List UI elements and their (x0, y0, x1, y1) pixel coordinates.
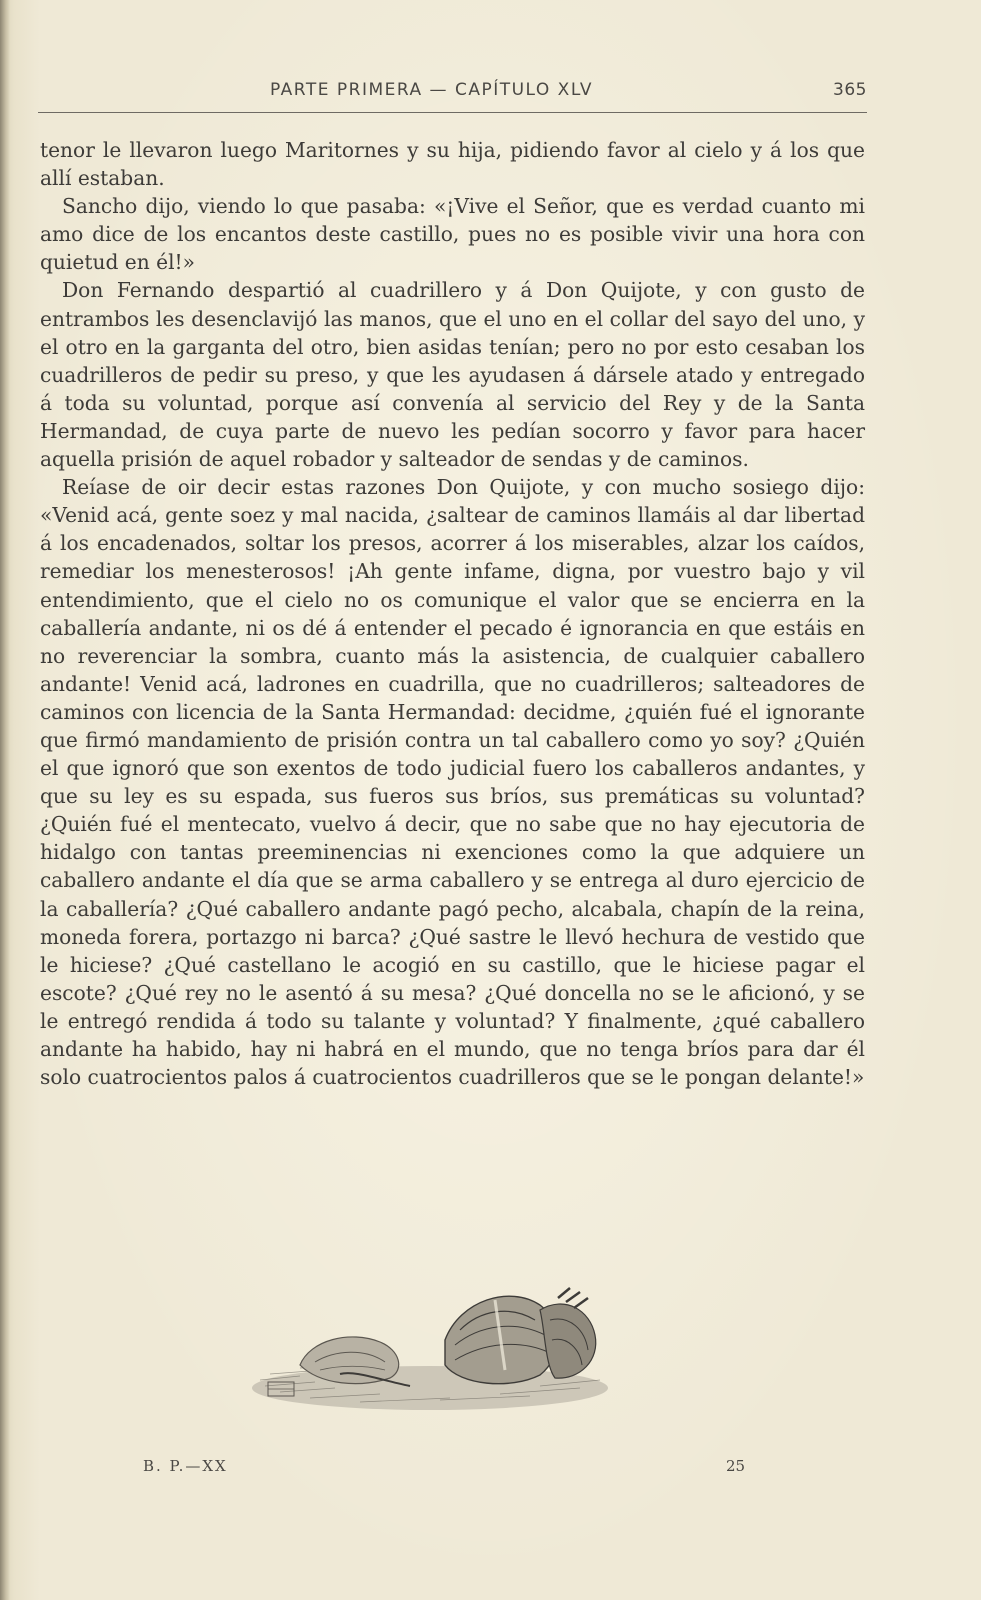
running-head (38, 80, 867, 106)
running-title: PARTE PRIMERA — CAPÍTULO XLV (270, 80, 594, 100)
paragraph-3: Don Fernando despartió al cuadrillero y á Don Quijote, y con gusto de entrambos les desenclavijó las manos, que el uno en el collar del sayo del uno, y el otro en la garganta del otro, bien asidas tenían; pero no por esto cesaban los cuadrilleros de pedir su preso, y que les ayudasen á dársele atado y entregado á toda su voluntad, porque así convenía al servicio del Rey y de la Santa Hermandad, de cuya parte de nuevo les pedían socorro y favor para hacer aquella prisión de aquel robador y salteador de sendas y de caminos. (40, 278, 865, 472)
gathering-number: 25 (726, 1457, 746, 1475)
header-rule (38, 112, 867, 113)
signature-mark: B. P.—XX (143, 1457, 228, 1475)
paragraph-2: Sancho dijo, viendo lo que pasaba: «¡Vive el Señor, que es verdad cuanto mi amo dice de los encantos deste castillo, pues no es posible vivir una hora con quietud en él!» (40, 194, 865, 275)
gutter-shadow (0, 0, 10, 1600)
page-number: 365 (833, 80, 867, 100)
paragraph-1: tenor le llevaron luego Maritornes y su hija, pidiendo favor al cielo y á los que allí estaban. (40, 138, 865, 191)
paragraph-4: Reíase de oir decir estas razones Don Quijote, y con mucho sosiego dijo: «Venid acá, gente soez y mal nacida, ¿saltear de caminos llamáis al dar libertad á los encadenados, soltar los presos, acorrer á los miserables, alzar los caídos, remediar los menesterosos! ¡Ah gente infame, digna, por vuestro bajo y vil entendimiento, que el cielo no os comunique el valor que se encierra en la caballería andante, ni os dé á entender el pecado é ignorancia en que estáis en no reverenciar la sombra, cuanto más la asistencia, de cualquier caballero andante! Venid acá, ladrones en cuadrilla, que no cuadrilleros; salteadores de caminos con licencia de la Santa Hermandad: decidme, ¿quién fué el ignorante que firmó mandamiento de prisión contra un tal caballero como yo soy? ¿Quién el que ignoró que son exentos de todo judicial fuero los caballeros andantes, y que su ley es su espada, sus fueros sus bríos, sus premáticas su voluntad? ¿Quién fué el mentecato, vuelvo á decir, que no sabe que no hay ejecutoria de hidalgo con tantas preeminencias ni exenciones como la que adquiere un caballero andante el día que se arma caballero y se entrega al duro ejercicio de la caballería? ¿Qué caballero andante pagó pecho, alcabala, chapín de la reina, moneda forera, portazgo ni barca? ¿Qué sastre le llevó hechura de vestido que le hiciese? ¿Qué castellano le acogió en su castillo, que le hiciese pagar el escote? ¿Qué rey no le asentó á su mesa? ¿Qué doncella no se le aficionó, y se le entregó rendida á todo su talante y voluntad? Y finalmente, ¿qué caballero andante ha habido, hay ni habrá en el mundo, que no tenga bríos para dar él solo cuatrocientos palos á cuatrocientos cuadrilleros que se le pongan delante!» (40, 475, 865, 1090)
body-text (40, 136, 865, 1091)
armor-vignette-illustration (240, 1270, 620, 1420)
